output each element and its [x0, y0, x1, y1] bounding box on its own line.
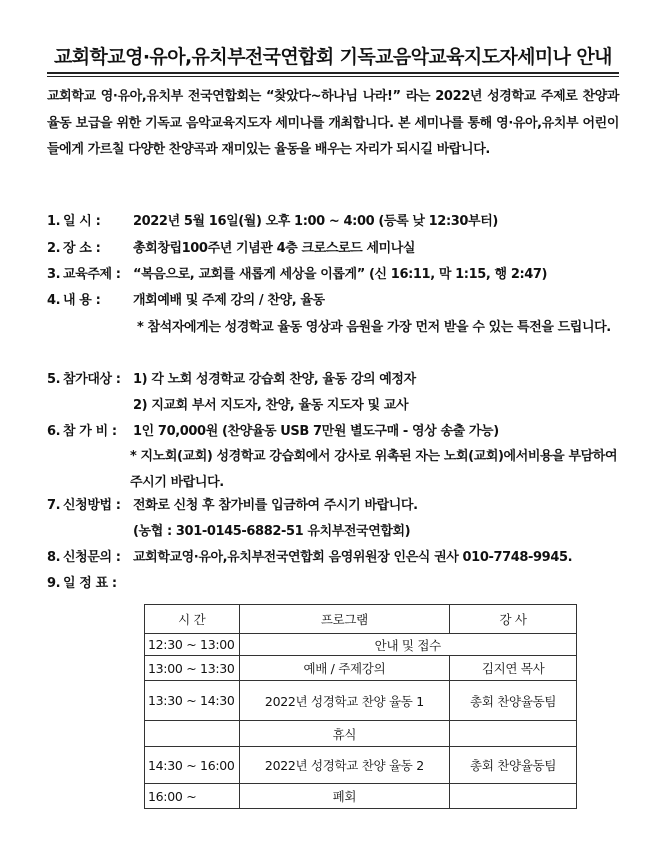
- item-label: 참가대상 :: [63, 372, 121, 387]
- item-date: [47, 213, 498, 231]
- item-value: 2022년 5월 16일(월) 오후 1:00 ~ 4:00 (등록 낮 12:30부터): [133, 214, 498, 229]
- table-row: [145, 634, 577, 656]
- row-speaker: 총회 찬양율동팀: [450, 747, 577, 784]
- item-number: 1.: [47, 214, 61, 229]
- item-value: 전화로 신청 후 참가비를 입금하여 주시기 바랍니다.: [133, 498, 418, 513]
- item-label: 신청문의 :: [63, 550, 121, 565]
- item-value: 교회학교영·유아,유치부전국연합회 음영위원장 인은식 권사 010-7748-9945.: [133, 550, 573, 565]
- header-speaker: 강 사: [450, 605, 577, 634]
- item-label: 일 시 :: [63, 214, 101, 229]
- row-program: 예배 / 주제강의: [239, 656, 450, 681]
- item-value: 1인 70,000원 (찬양율동 USB 7만원 별도구매 - 영상 송출 가능): [133, 424, 499, 439]
- item-value: 총회창립100주년 기념관 4층 크로스로드 세미나실: [133, 241, 416, 256]
- item-label: 내 용 :: [63, 293, 101, 308]
- title-underline: [47, 72, 619, 77]
- row-time: 13:30 ~ 14:30: [145, 681, 240, 721]
- item-number: 5.: [47, 372, 61, 387]
- fee-note: * 지노회(교회) 성경학교 강습회에서 강사로 위촉된 자는 노회(교회)에서비용을 부담하여 주시기 바랍니다.: [130, 449, 618, 490]
- item-number: 4.: [47, 293, 61, 308]
- row-program: 휴식: [239, 721, 450, 747]
- table-row: [145, 681, 577, 721]
- row-speaker: 총회 찬양율동팀: [450, 681, 577, 721]
- item-target: [47, 371, 416, 389]
- table-row: [145, 656, 577, 681]
- row-speaker: [450, 784, 577, 809]
- item-schedule: [47, 575, 133, 593]
- table-header-row: [145, 605, 577, 634]
- item-value: “복음으로, 교회를 새롭게 세상을 이롭게” (신 16:11, 막 1:15, 행 2:47): [133, 267, 548, 282]
- item-number: 8.: [47, 550, 61, 565]
- item-number: 3.: [47, 267, 61, 282]
- row-time: 16:00 ~: [145, 784, 240, 809]
- row-program: 폐회: [239, 784, 450, 809]
- target-sub: 2) 지교회 부서 지도자, 찬양, 율동 지도자 및 교사: [133, 398, 409, 413]
- item-number: 7.: [47, 498, 61, 513]
- table-row: [145, 747, 577, 784]
- item-apply: [47, 497, 418, 515]
- item-value: 1) 각 노회 성경학교 강습회 찬양, 율동 강의 예정자: [133, 372, 416, 387]
- item-number: 9.: [47, 576, 61, 591]
- row-time: 14:30 ~ 16:00: [145, 747, 240, 784]
- schedule-table: [144, 604, 577, 809]
- item-number: 6.: [47, 424, 61, 439]
- item-label: 교육주제 :: [63, 267, 121, 282]
- item-value: 개회예배 및 주제 강의 / 찬양, 율동: [133, 293, 325, 308]
- item-label: 참 가 비 :: [63, 424, 117, 439]
- table-row: [145, 721, 577, 747]
- bank-account: (농협 : 301-0145-6882-51 유치부전국연합회): [133, 524, 411, 539]
- row-time: 12:30 ~ 13:00: [145, 634, 240, 656]
- row-program: 2022년 성경학교 찬양 율동 2: [239, 747, 450, 784]
- item-fee: [47, 423, 499, 441]
- row-program: 안내 및 접수: [239, 634, 576, 656]
- row-program: 2022년 성경학교 찬양 율동 1: [239, 681, 450, 721]
- item-contact: [47, 549, 572, 567]
- item-number: 2.: [47, 241, 61, 256]
- item-content: [47, 292, 325, 310]
- header-time: 시 간: [145, 605, 240, 634]
- item-theme: [47, 266, 547, 284]
- row-time: 13:00 ~ 13:30: [145, 656, 240, 681]
- row-speaker: [450, 721, 577, 747]
- item-label: 신청방법 :: [63, 498, 121, 513]
- page-title: 교회학교영·유아,유치부전국연합회 기독교음악교육지도자세미나 안내: [54, 46, 612, 68]
- table-row: [145, 784, 577, 809]
- item-label: 장 소 :: [63, 241, 101, 256]
- intro-paragraph: 교회학교 영·유아,유치부 전국연합회는 “찾았다~하나님 나라!” 라는 2022년 성경학교 주제로 찬양과 율동 보급을 위한 기독교 음악교육지도자 세미나를 개최합니다. 본 세미나를 통해 영·유아,유치부 어린이들에게 가르칠 다양한 찬양곡과 재미있는 율동을 배우는 자리가 되시길 바랍니다.: [47, 89, 619, 157]
- row-speaker: 김지연 목사: [450, 656, 577, 681]
- item-place: [47, 240, 415, 258]
- content-note: * 참석자에게는 성경학교 율동 영상과 음원을 가장 먼저 받을 수 있는 특전을 드립니다.: [137, 320, 611, 335]
- item-label: 일 정 표 :: [63, 576, 117, 591]
- row-time: [145, 721, 240, 747]
- header-program: 프로그램: [239, 605, 450, 634]
